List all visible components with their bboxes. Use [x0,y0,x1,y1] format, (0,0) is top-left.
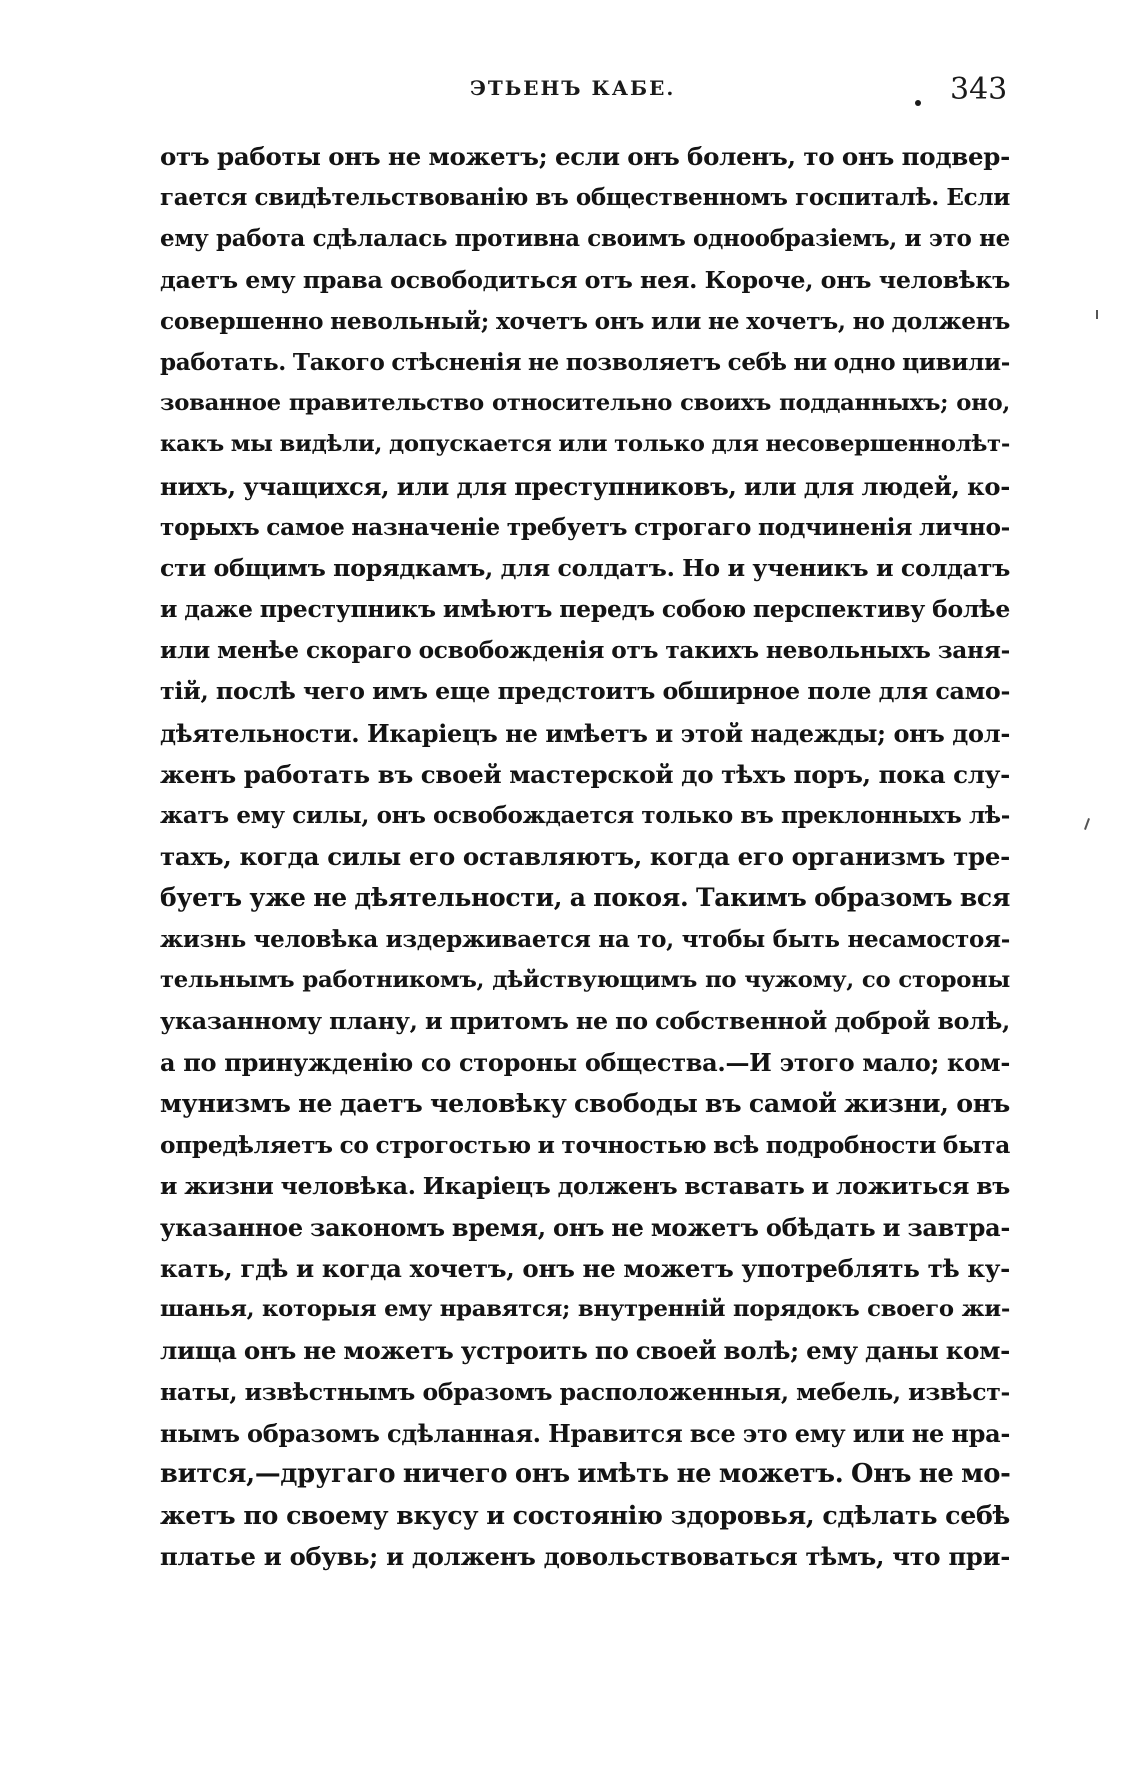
text-line: жетъ по своему вкусу и состоянію здоровья, сдѣлать себѣ [160,1500,1010,1531]
text-line: сти общимъ порядкамъ, для солдатъ. Но и ученикъ и солдатъ [160,553,1010,582]
text-line: и даже преступникъ имѣютъ передъ собою перспективу болѣе [160,595,1010,624]
text-line: работать. Такого стѣсненія не позволяетъ себѣ ни одно цивили- [160,348,1010,376]
text-line: указанное закономъ время, онъ не можетъ обѣдать и завтра- [160,1212,1010,1242]
text-line: гается свидѣтельствованію въ общественномъ госпиталѣ. Если [160,184,1010,212]
stray-dot [915,100,921,106]
text-line: тахъ, когда силы его оставляютъ, когда его организмъ тре- [160,842,1010,872]
text-line: какъ мы видѣли, допускается или только для несовершеннолѣт- [160,431,1010,458]
text-line: тельнымъ работникомъ, дѣйствующимъ по чужому, со стороны [160,966,1010,993]
text-line: шанья, которыя ему нравятся; внутренній порядокъ своего жи- [160,1296,1010,1323]
text-line: нихъ, учащихся, или для преступниковъ, или для людей, ко- [160,471,1010,501]
margin-mark [1096,310,1098,319]
text-line: нымъ образомъ сдѣланная. Нравится все это ему или не нра- [160,1418,1010,1448]
text-line: указанному плану, и притомъ не по собственной доброй волѣ, [160,1006,1010,1035]
running-title: ЭТЬЕНЪ КАБЕ. [470,76,676,100]
text-line: и жизни человѣка. Икаріецъ долженъ вставать и ложиться въ [160,1171,1010,1200]
text-line: женъ работать въ своей мастерской до тѣхъ поръ, пока слу- [160,759,1010,789]
margin-mark [1084,818,1090,830]
page-number: 343 [950,72,1008,107]
text-line: жатъ ему силы, онъ освобождается только въ преклонныхъ лѣ- [160,802,1010,829]
text-line: наты, извѣстнымъ образомъ расположенныя, мебель, извѣст- [160,1377,1010,1406]
text-line: вится,—другаго ничего онъ имѣть не можетъ. Онъ не мо- [160,1459,1010,1489]
text-line: ему работа сдѣлалась противна своимъ однообразіемъ, и это не [160,225,1010,253]
text-line: опредѣляетъ со строгостью и точностью всѣ подробности быта [160,1131,1010,1159]
text-line: дѣятельности. Икаріецъ не имѣетъ и этой надежды; онъ дол- [160,718,1010,748]
body-text [160,136,1010,1578]
text-line: мунизмъ не даетъ человѣку свободы въ самой жизни, онъ [160,1088,1010,1119]
text-line: или менѣе скораго освобожденія отъ такихъ невольныхъ заня- [160,637,1010,665]
text-line: отъ работы онъ не можетъ; если онъ боленъ, то онъ подвер- [160,142,1010,171]
text-line: жизнь человѣка издерживается на то, чтобы быть несамостоя- [160,925,1010,953]
text-line: буетъ уже не дѣятельности, а покоя. Такимъ образомъ вся [160,883,1010,913]
text-line: тій, послѣ чего имъ еще предстоитъ обширное поле для само- [160,677,1010,706]
text-line: торыхъ самое назначеніе требуетъ строгаго подчиненія лично- [160,513,1010,541]
text-line: зованное правительство относительно своихъ подданныхъ; оно, [160,390,1010,417]
text-line: даетъ ему права освободиться отъ нея. Короче, онъ человѣкъ [160,265,1010,294]
text-line: кать, гдѣ и когда хочетъ, онъ не можетъ употреблять тѣ ку- [160,1254,1010,1284]
text-line: платье и обувь; и долженъ довольствоваться тѣмъ, что при- [160,1542,1010,1572]
text-line: лища онъ не можетъ устроить по своей волѣ; ему даны ком- [160,1336,1010,1366]
text-line: совершенно невольный; хочетъ онъ или не хочетъ, но долженъ [160,307,1010,335]
text-line: а по принужденію со стороны общества.—И этого мало; ком- [160,1048,1010,1078]
